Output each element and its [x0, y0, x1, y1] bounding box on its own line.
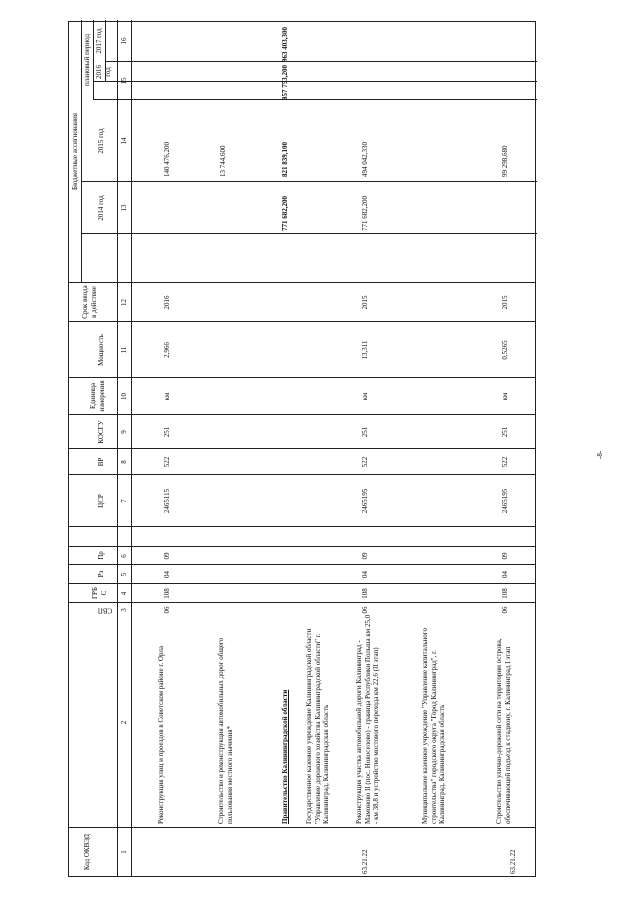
colnum: 16: [120, 37, 128, 45]
cell-okved: 63.21.22: [509, 849, 517, 874]
cell-kosgu: 251: [361, 426, 369, 438]
cell-rz: 04: [501, 571, 509, 578]
header-unit: Единица измерения: [89, 380, 106, 412]
colnum: 11: [120, 346, 128, 354]
cell-csr: 2465115: [163, 488, 171, 514]
row-name: Строительство и реконструкция автомобильных дорог общего пользования местного значения*: [217, 637, 234, 824]
cell-gp: 06: [163, 606, 171, 614]
cell-pr: 09: [163, 552, 171, 560]
cell-vr: 522: [361, 456, 369, 468]
header-grbs: ГРБ С: [91, 587, 108, 599]
colnum: 14: [120, 137, 128, 145]
cell-2015: 140 476,200: [163, 142, 171, 177]
cell-term: 2016: [163, 295, 171, 310]
cell-csr: 2465195: [361, 488, 369, 514]
colnum: 4: [120, 591, 128, 596]
row-name: Строительство улично-дорожной сети на территории острова, обеспечивающей подъезд к стадиону, г. Калининград I этап: [495, 638, 512, 824]
header-gp: СВП: [97, 606, 113, 615]
header-2016: 2016 год: [95, 65, 112, 79]
cell-2015: 821 839,100: [281, 142, 289, 177]
colnum: 7: [120, 499, 128, 503]
cell-rz: 04: [163, 571, 171, 578]
header-kosgu: КОСГУ: [97, 420, 105, 444]
cell-2015: 13 744,600: [219, 145, 227, 177]
colnum: 2: [120, 720, 128, 725]
cell-2015: 494 042,330: [361, 142, 369, 177]
header-csr: ЦСР: [97, 494, 105, 508]
header-power: Мощность: [97, 334, 105, 366]
header-budget: Бюджетные ассигнования: [71, 113, 79, 190]
cell-grbs: 108: [361, 588, 369, 599]
row-name: Реконструкция участка автомобильной дороги Калининград - Мамоново II (пос. Новоселово) - граница Республики Польша км 25,0 - км 38,8 и устройство мостового перехода км 22,6 (II этап): [355, 614, 380, 824]
header-2014: 2014 год: [97, 195, 105, 221]
cell-pr: 09: [361, 552, 369, 560]
cell-term: 2015: [501, 295, 509, 310]
colnum: 9: [120, 430, 128, 434]
budget-table: [68, 21, 536, 877]
colnum: 6: [120, 554, 128, 558]
header-rz: Рз: [97, 570, 105, 578]
cell-okved: 63.21.22: [361, 849, 369, 874]
cell-grbs: 108: [501, 588, 509, 599]
cell-2015: 99 298,680: [501, 145, 509, 177]
cell-2017: 963 403,300: [281, 27, 289, 62]
header-term: Срок ввода в действие: [81, 285, 98, 319]
cell-vr: 522: [501, 456, 509, 468]
colnum: 13: [120, 204, 128, 212]
row-name: Реконструкция улиц и проездов в Советском районе г. Орла: [157, 646, 165, 824]
cell-power: 13,311: [361, 340, 369, 360]
cell-csr: 2465195: [501, 488, 509, 514]
cell-gp: 06: [361, 606, 369, 614]
cell-grbs: 108: [163, 588, 171, 599]
colnum: 1: [120, 850, 128, 854]
header-2015: 2015 год: [97, 128, 105, 154]
row-name: Государственное казенное учреждение Калининградской области "Управление дорожного хозяйства Калининградской области" г. Калининград, Калининградская область: [305, 628, 330, 824]
header-okved: Код ОКВЭД: [83, 833, 91, 871]
row-name: Муниципальное казенное учреждение "Управление капитального строительства" городского округа "Город Калининград", г. Калининград, Калининградская область: [421, 628, 446, 824]
row-name-org: Правительство Калининградской области: [281, 689, 289, 824]
cell-2014: 771 682,200: [361, 196, 369, 231]
header-planned: плановый период: [83, 33, 91, 87]
cell-unit: км: [163, 392, 171, 401]
colnum: 12: [120, 299, 128, 306]
colnum: 10: [120, 393, 128, 400]
colnum: 5: [120, 572, 128, 577]
colnum: 8: [120, 460, 128, 464]
cell-power: 0,5265: [501, 340, 509, 360]
colnum: 15: [120, 77, 128, 85]
header-vr: ВР: [97, 457, 105, 467]
cell-pr: 09: [501, 552, 509, 560]
cell-power: 2,966: [163, 342, 171, 358]
colnum: 3: [120, 608, 128, 612]
header-2017: 2017 год: [95, 28, 103, 54]
cell-unit: км: [361, 392, 369, 401]
cell-kosgu: 251: [163, 426, 171, 438]
cell-gp: 06: [501, 606, 509, 614]
header-pr: Пр: [97, 551, 105, 560]
cell-kosgu: 251: [501, 426, 509, 438]
cell-2016: 857 753,200: [281, 65, 289, 100]
cell-term: 2015: [361, 295, 369, 310]
cell-unit: км: [501, 392, 509, 401]
cell-rz: 04: [361, 571, 369, 578]
cell-2014: 771 682,200: [281, 196, 289, 231]
cell-vr: 522: [163, 456, 171, 468]
page-number: -8-: [596, 450, 604, 459]
